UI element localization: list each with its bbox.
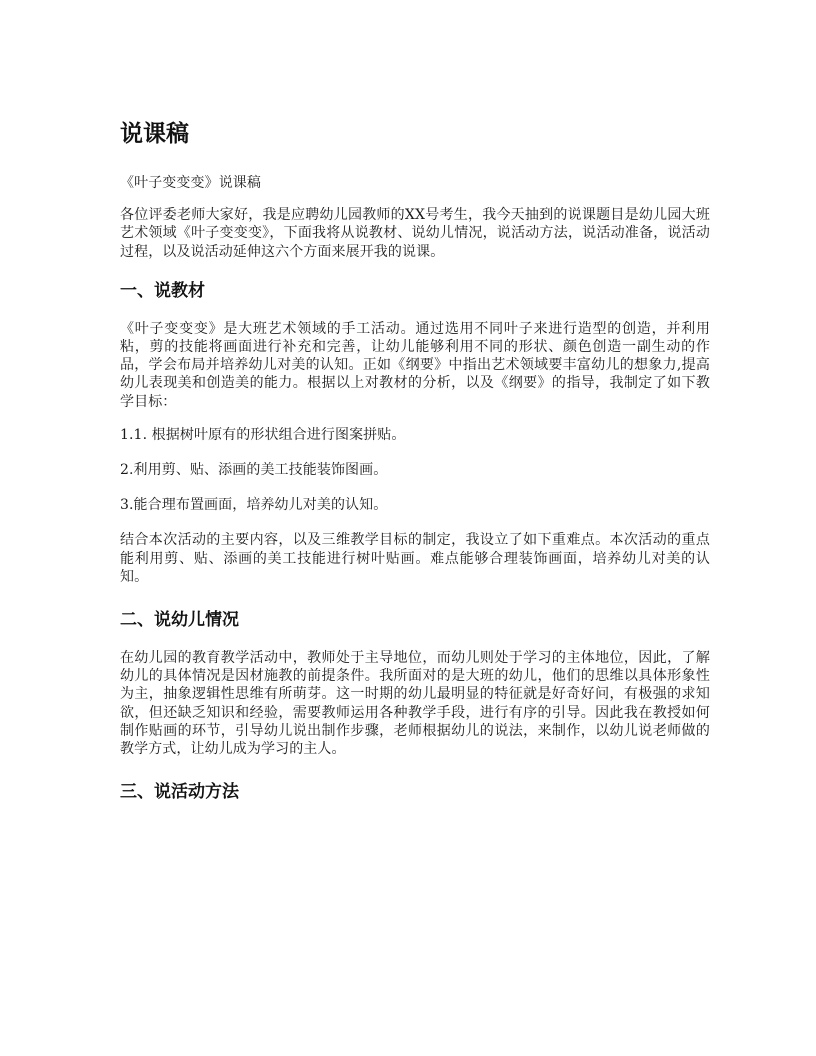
document-title: 说课稿 [120, 121, 189, 147]
children-situation-paragraph: 在幼儿园的教育教学活动中，教师处于主导地位，而幼儿则处于学习的主体地位，因此，了解幼儿的具体情况是因材施教的前提条件。我所面对的是大班的幼儿，他们的思维以具体形象性为主，抽象逻辑性思维有所萌芽。这一时期的幼儿最明显的特征就是好奇好问，有极强的求知欲，但还缺乏知识和经验，需要教师运用各种教学手段，进行有序的引导。因此我在教授如何制作贴画的环节，引导幼儿说出制作步骤，老师根据幼儿的说法，来制作，以幼儿说老师做的教学方式，让幼儿成为学习的主人。 [120, 650, 710, 758]
objective-item-3: 3.能合理布置画面，培养幼儿对美的认知。 [120, 497, 388, 514]
document-subtitle: 《叶子变变变》说课稿 [120, 175, 261, 191]
teaching-material-paragraph: 《叶子变变变》是大班艺术领域的手工活动。通过选用不同叶子来进行造型的创造，并利用粘，剪的技能将画面进行补充和完善，让幼儿能够利用不同的形状、颜色创造一副生动的作品，学会布局并培养幼儿对美的认知。正如《纲要》中指出艺术领域要丰富幼儿的想象力,提高幼儿表现美和创造美的能力。根据以上对教材的分析，以及《纲要》的指导，我制定了如下教学目标： [120, 320, 710, 410]
section-heading-activity-method: 三、说活动方法 [120, 782, 239, 803]
objective-item-2: 2.利用剪、贴、添画的美工技能装饰图画。 [120, 462, 388, 479]
section-heading-children-situation: 二、说幼儿情况 [120, 610, 239, 631]
document-body [120, 118, 710, 821]
objective-item-1: 1.1. 根据树叶原有的形状组合进行图案拼贴。 [120, 426, 406, 443]
section-heading-teaching-material: 一、说教材 [120, 280, 205, 301]
intro-paragraph: 各位评委老师大家好，我是应聘幼儿园教师的XX号考生，我今天抽到的说课题目是幼儿园大班艺术领域《叶子变变变》，下面我将从说教材、说幼儿情况，说活动方法，说活动准备，说活动过程，以及说活动延伸这六个方面来展开我的说课。 [120, 207, 710, 260]
key-points-paragraph: 结合本次活动的主要内容，以及三维教学目标的制定，我设立了如下重难点。本次活动的重点能利用剪、贴、添画的美工技能进行树叶贴画。难点能够合理装饰画面，培养幼儿对美的认知。 [120, 532, 710, 585]
